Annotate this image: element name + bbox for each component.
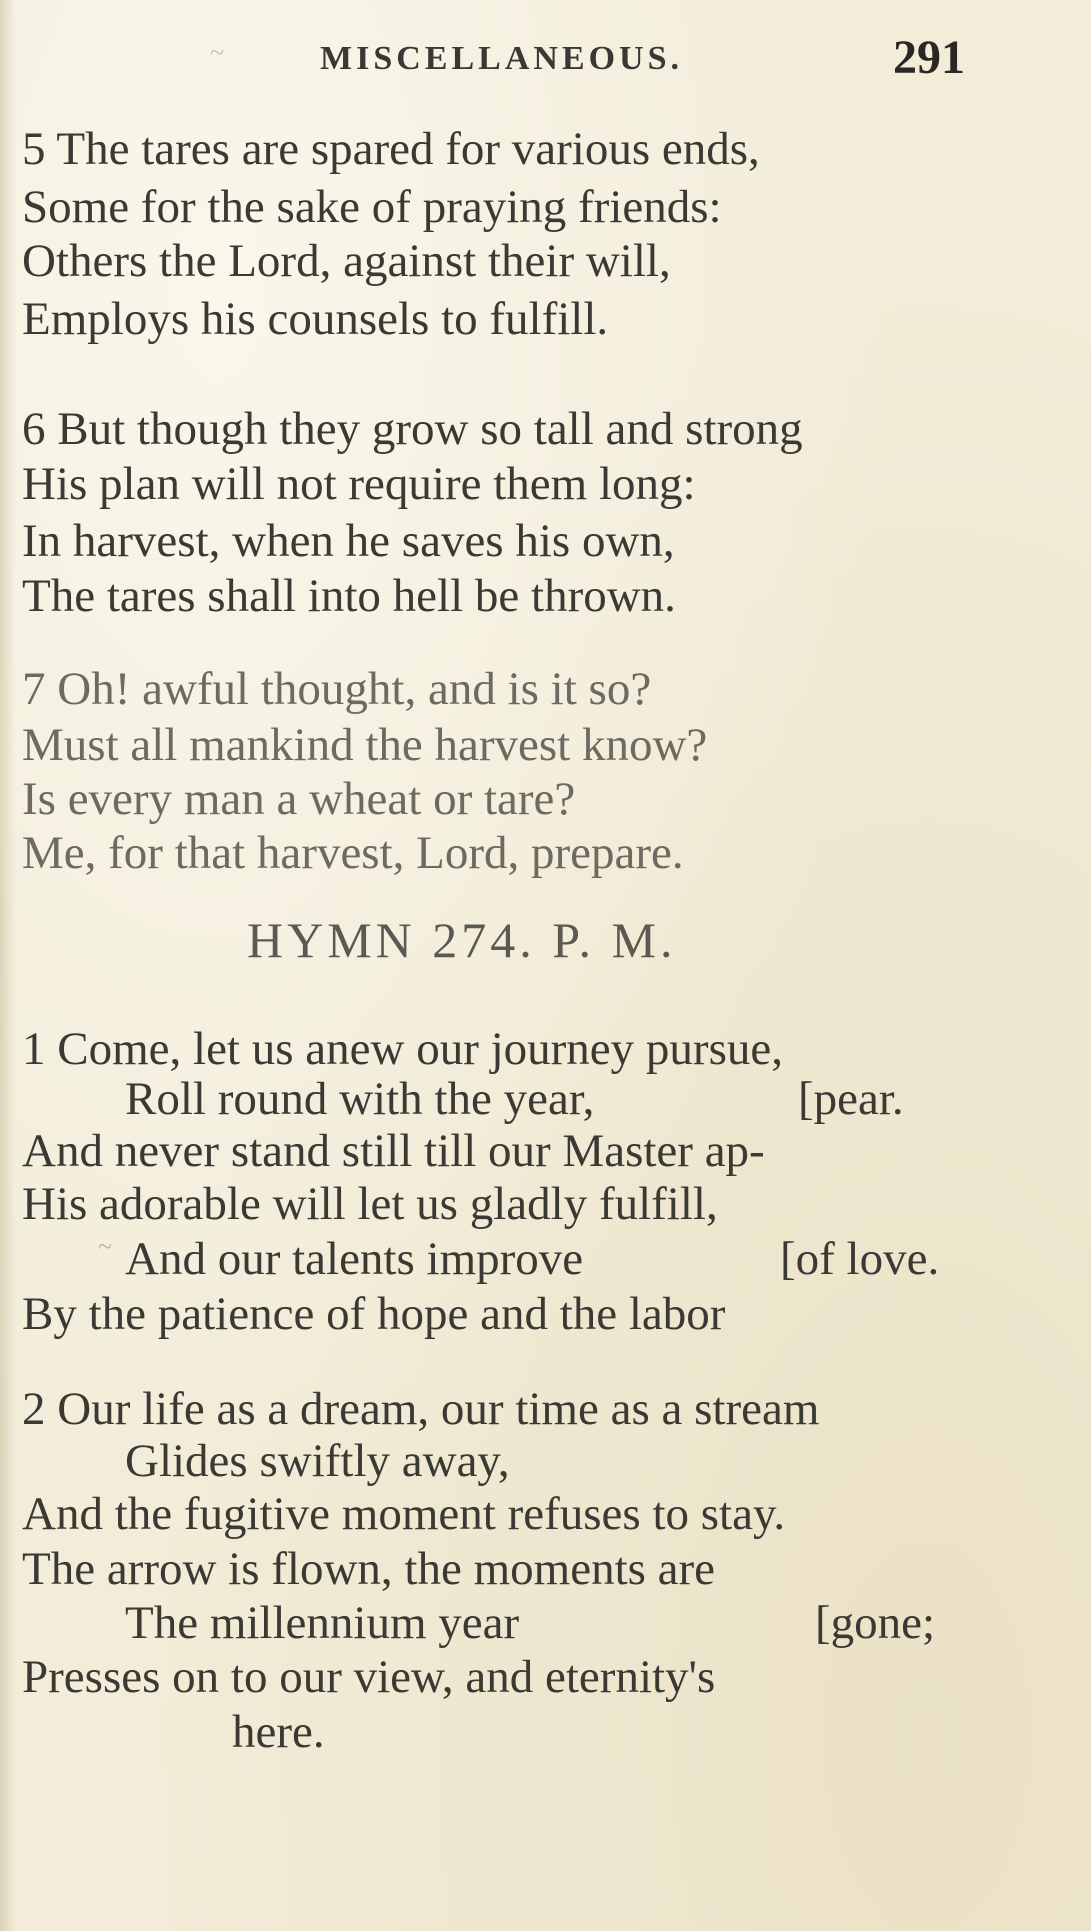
stanza-line: The tares shall into hell be thrown. bbox=[22, 570, 676, 622]
verse-line-tail: [of love. bbox=[780, 1233, 940, 1285]
stanza-line: Some for the sake of praying friends: bbox=[22, 181, 722, 233]
stanza-line: His plan will not require them long: bbox=[22, 458, 696, 510]
verse-line: Presses on to our view, and eternity's bbox=[22, 1651, 716, 1703]
stanza-line: 7 Oh! awful thought, and is it so? bbox=[22, 663, 652, 715]
page-header bbox=[0, 30, 1091, 90]
verse-line: And our talents improve bbox=[125, 1233, 584, 1285]
verse-line-tail: [pear. bbox=[798, 1073, 904, 1125]
stanza-line: 5 The tares are spared for various ends, bbox=[22, 123, 760, 175]
verse-line: 1 Come, let us anew our journey pursue, bbox=[22, 1023, 783, 1075]
verse-line: 2 Our life as a dream, our time as a stream bbox=[22, 1383, 820, 1435]
verse-line: His adorable will let us gladly fulfill, bbox=[22, 1178, 718, 1230]
hymn-heading: HYMN 274. P. M. bbox=[247, 912, 677, 968]
verse-line: here. bbox=[232, 1706, 325, 1758]
marginal-ink-mark: ~ bbox=[98, 1232, 113, 1261]
verse-line: Glides swiftly away, bbox=[125, 1435, 510, 1487]
stanza-line: Is every man a wheat or tare? bbox=[22, 773, 576, 825]
stanza-line: Employs his counsels to fulfill. bbox=[22, 293, 609, 345]
verse-line: And the fugitive moment refuses to stay. bbox=[22, 1488, 786, 1540]
verse-line: The millennium year bbox=[125, 1597, 520, 1649]
running-head: MISCELLANEOUS. bbox=[320, 40, 684, 77]
verse-line: And never stand still till our Master ap- bbox=[22, 1125, 765, 1177]
stanza-line: In harvest, when he saves his own, bbox=[22, 515, 675, 567]
verse-line: Roll round with the year, bbox=[125, 1073, 595, 1125]
ink-smudge: ~ bbox=[210, 38, 225, 67]
verse-line-tail: [gone; bbox=[815, 1597, 936, 1649]
stanza-line: Me, for that harvest, Lord, prepare. bbox=[22, 827, 684, 879]
verse-line: By the patience of hope and the labor bbox=[22, 1288, 726, 1340]
stanza-line: 6 But though they grow so tall and strong bbox=[22, 403, 803, 455]
stanza-line: Others the Lord, against their will, bbox=[22, 235, 671, 287]
page-number: 291 bbox=[893, 31, 965, 84]
stanza-line: Must all mankind the harvest know? bbox=[22, 719, 708, 771]
verse-line: The arrow is flown, the moments are bbox=[22, 1543, 716, 1595]
